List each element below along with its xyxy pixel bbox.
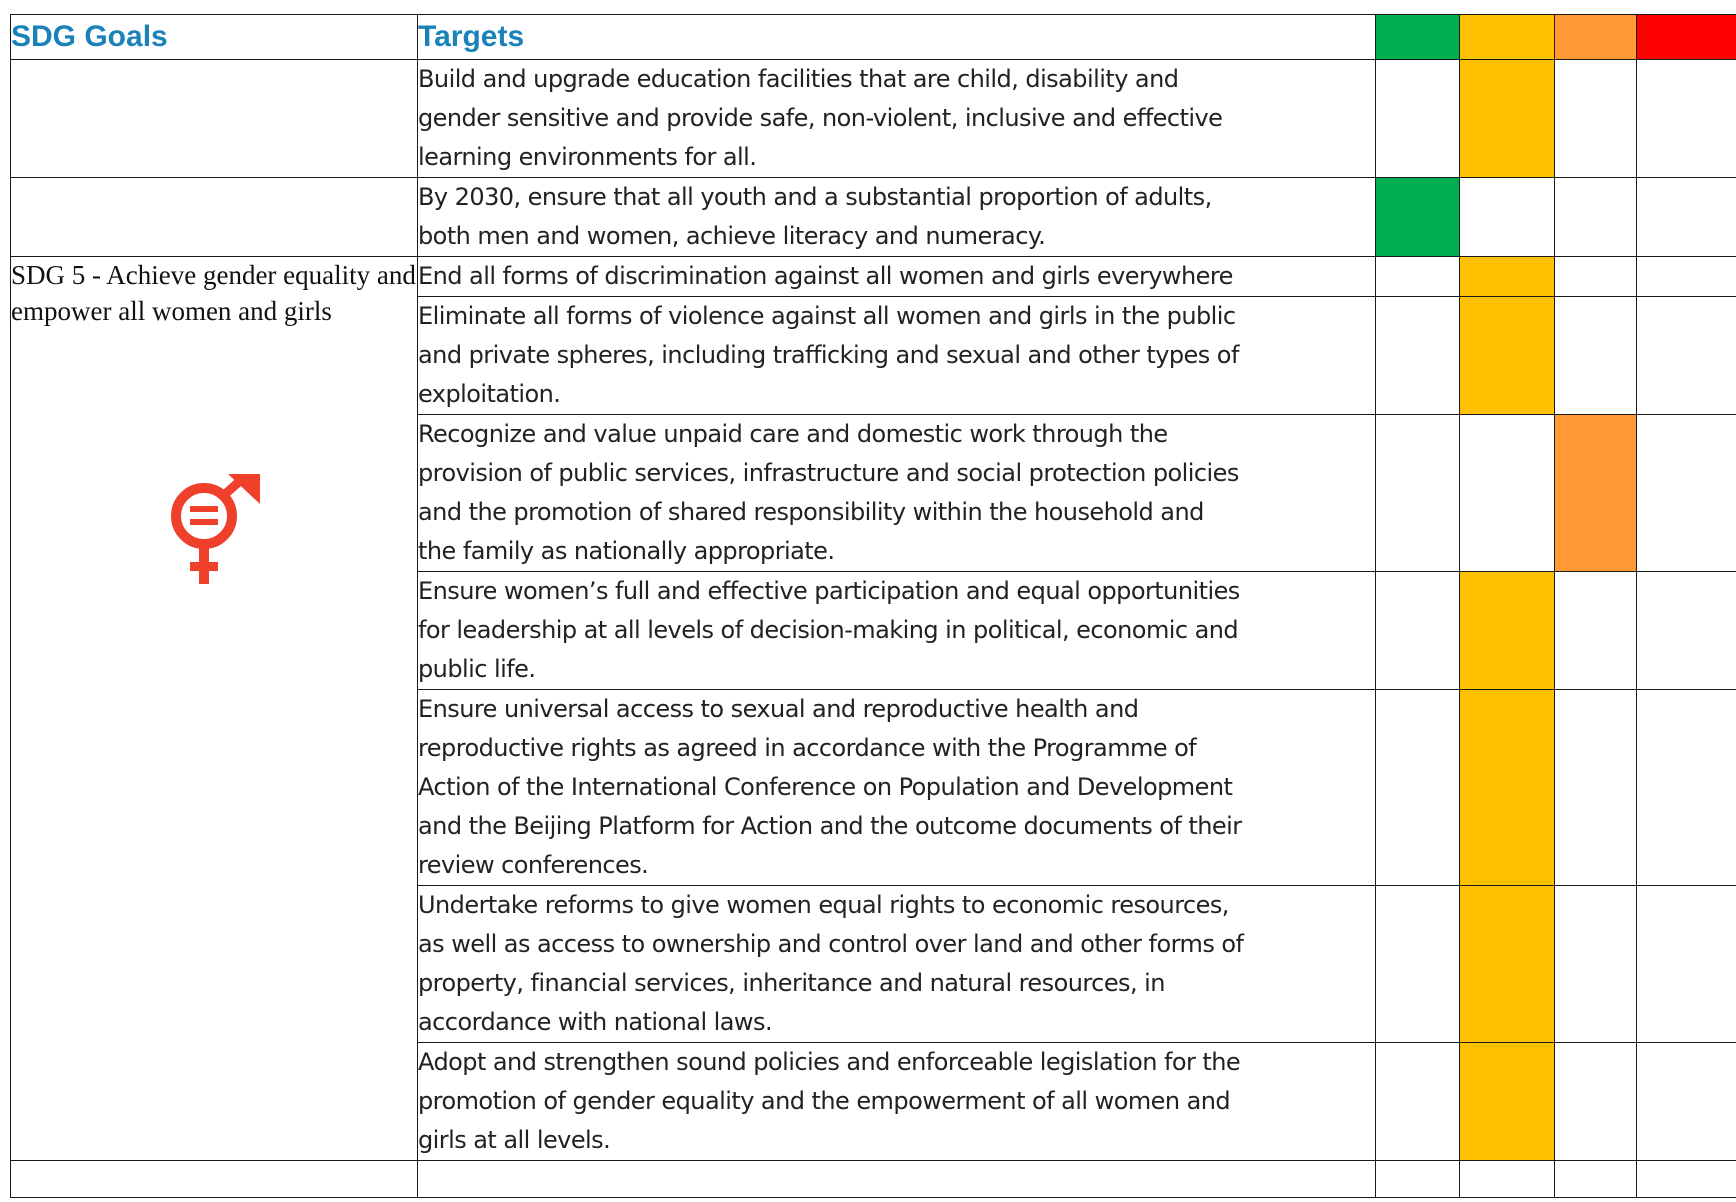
- table-row: [11, 178, 1736, 257]
- target-cell: Ensure universal access to sexual and reproductive health and reproductive rights as agreed in accordance with the Programme of Action of the International Conference on Population and Development and the Beijing Platform for Action and the outcome documents of their review conferences.: [418, 690, 1376, 886]
- header-targets: Targets: [418, 15, 1376, 60]
- status-cell-yellow: [1460, 257, 1555, 297]
- status-cell-red: [1637, 690, 1736, 886]
- status-cell-green: [1376, 297, 1460, 415]
- gender-equality-icon: [166, 474, 262, 586]
- target-cell: End all forms of discrimination against all women and girls everywhere: [418, 257, 1376, 297]
- target-cell: Eliminate all forms of violence against all women and girls in the public and private spheres, including trafficking and sexual and other types of exploitation.: [418, 297, 1376, 415]
- status-cell-red: [1637, 1043, 1736, 1161]
- status-cell-yellow: [1460, 886, 1555, 1043]
- status-cell-orange: [1555, 60, 1637, 178]
- status-cell-orange: [1555, 297, 1637, 415]
- header-status-green: [1376, 15, 1460, 60]
- table-row: [11, 257, 1736, 297]
- status-cell-yellow: [1460, 572, 1555, 690]
- table-row: [11, 60, 1736, 178]
- status-cell-green: [1376, 178, 1460, 257]
- goal-cell-empty: [11, 60, 418, 178]
- status-cell-green: [1376, 690, 1460, 886]
- status-cell-green: [1376, 1043, 1460, 1161]
- goal-cell-empty: [11, 178, 418, 257]
- status-cell-green: [1376, 572, 1460, 690]
- target-cell: By 2030, ensure that all youth and a substantial proportion of adults, both men and women, achieve literacy and numeracy.: [418, 178, 1376, 257]
- target-cell: Undertake reforms to give women equal rights to economic resources, as well as access to ownership and control over land and other forms of property, financial services, inheritance and natural resources, in accordance with national laws.: [418, 886, 1376, 1043]
- status-cell-yellow: [1460, 1161, 1555, 1198]
- table-row-empty: [11, 1161, 1736, 1198]
- status-cell-red: [1637, 886, 1736, 1043]
- status-cell-red: [1637, 60, 1736, 178]
- target-cell: Build and upgrade education facilities that are child, disability and gender sensitive and provide safe, non-violent, inclusive and effective learning environments for all.: [418, 60, 1376, 178]
- status-cell-green: [1376, 415, 1460, 572]
- status-cell-orange: [1555, 1161, 1637, 1198]
- status-cell-orange: [1555, 257, 1637, 297]
- status-cell-red: [1637, 257, 1736, 297]
- status-cell-yellow: [1460, 297, 1555, 415]
- status-cell-orange: [1555, 178, 1637, 257]
- target-cell: Adopt and strengthen sound policies and enforceable legislation for the promotion of gender equality and the empowerment of all women and girls at all levels.: [418, 1043, 1376, 1161]
- status-cell-orange: [1555, 886, 1637, 1043]
- target-cell: Ensure women’s full and effective participation and equal opportunities for leadership at all levels of decision-making in political, economic and public life.: [418, 572, 1376, 690]
- status-cell-green: [1376, 886, 1460, 1043]
- status-cell-yellow: [1460, 690, 1555, 886]
- header-sdg-goals: SDG Goals: [11, 15, 418, 60]
- status-cell-yellow: [1460, 415, 1555, 572]
- target-cell: Recognize and value unpaid care and domestic work through the provision of public services, infrastructure and social protection policies and the promotion of shared responsibility within the household and the family as nationally appropriate.: [418, 415, 1376, 572]
- status-cell-yellow: [1460, 60, 1555, 178]
- status-cell-orange: [1555, 572, 1637, 690]
- header-status-orange: [1555, 15, 1637, 60]
- goal-title: SDG 5 - Achieve gender equality and empower all women and girls: [11, 260, 416, 326]
- sdg-targets-table: [10, 14, 1736, 1198]
- header-row: [11, 15, 1736, 60]
- status-cell-yellow: [1460, 1043, 1555, 1161]
- header-status-yellow: [1460, 15, 1555, 60]
- status-cell-orange: [1555, 415, 1637, 572]
- status-cell-red: [1637, 297, 1736, 415]
- status-cell-red: [1637, 415, 1736, 572]
- status-cell-orange: [1555, 690, 1637, 886]
- status-cell-red: [1637, 1161, 1736, 1198]
- status-cell-green: [1376, 1161, 1460, 1198]
- sdg-table-container: [10, 14, 1736, 1198]
- target-cell-empty: [418, 1161, 1376, 1198]
- goal-cell-empty: [11, 1161, 418, 1198]
- goal-cell-sdg5: [11, 257, 418, 1161]
- status-cell-orange: [1555, 1043, 1637, 1161]
- status-cell-green: [1376, 60, 1460, 178]
- status-cell-yellow: [1460, 178, 1555, 257]
- status-cell-red: [1637, 178, 1736, 257]
- status-cell-green: [1376, 257, 1460, 297]
- status-cell-red: [1637, 572, 1736, 690]
- header-status-red: [1637, 15, 1736, 60]
